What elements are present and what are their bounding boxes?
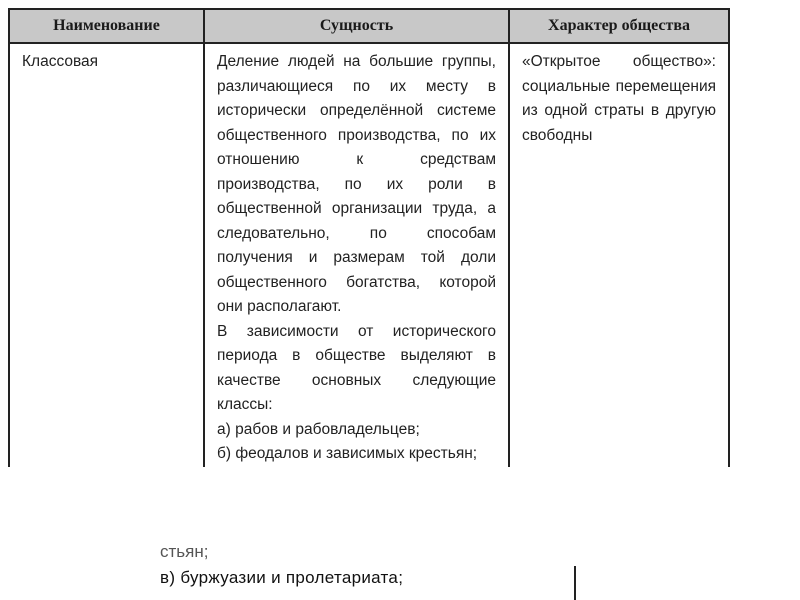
- cell-name: Классовая: [9, 43, 204, 467]
- essence-paragraph-definition: Деление людей на большие группы, различающиеся по их месту в исторически определённой системе общественного производства, по их отношению к средствам производства, по их роли в общественной организации труда, а следовательно, по способам получения и размерам той доли общественного богатства, которой они располагают.: [217, 53, 496, 315]
- stratification-table: [8, 8, 730, 467]
- essence-paragraph-classes-intro: В зависимости от исторического периода в обществе выделяют в качестве основных следующие классы:: [217, 322, 496, 413]
- fragment-column-divider: [574, 566, 576, 600]
- fragment-cut-line: стьян;: [160, 542, 209, 561]
- cell-character: «Открытое общество»: социальные перемещения из одной страты в другую свободны: [509, 43, 729, 467]
- header-essence: Сущность: [204, 9, 509, 43]
- continuation-fragment: [160, 542, 600, 600]
- fragment-item-c: в) буржуазии и пролетариата;: [160, 568, 404, 587]
- header-character: Характер общества: [509, 9, 729, 43]
- table-container: [8, 8, 728, 553]
- cell-essence: [204, 43, 509, 467]
- table-row: [9, 43, 729, 467]
- essence-item-a: а) рабов и рабовладельцев;: [217, 420, 420, 438]
- essence-item-b: б) феодалов и зависимых крестьян;: [217, 445, 478, 462]
- table-header-row: [9, 9, 729, 43]
- header-name: Наименование: [9, 9, 204, 43]
